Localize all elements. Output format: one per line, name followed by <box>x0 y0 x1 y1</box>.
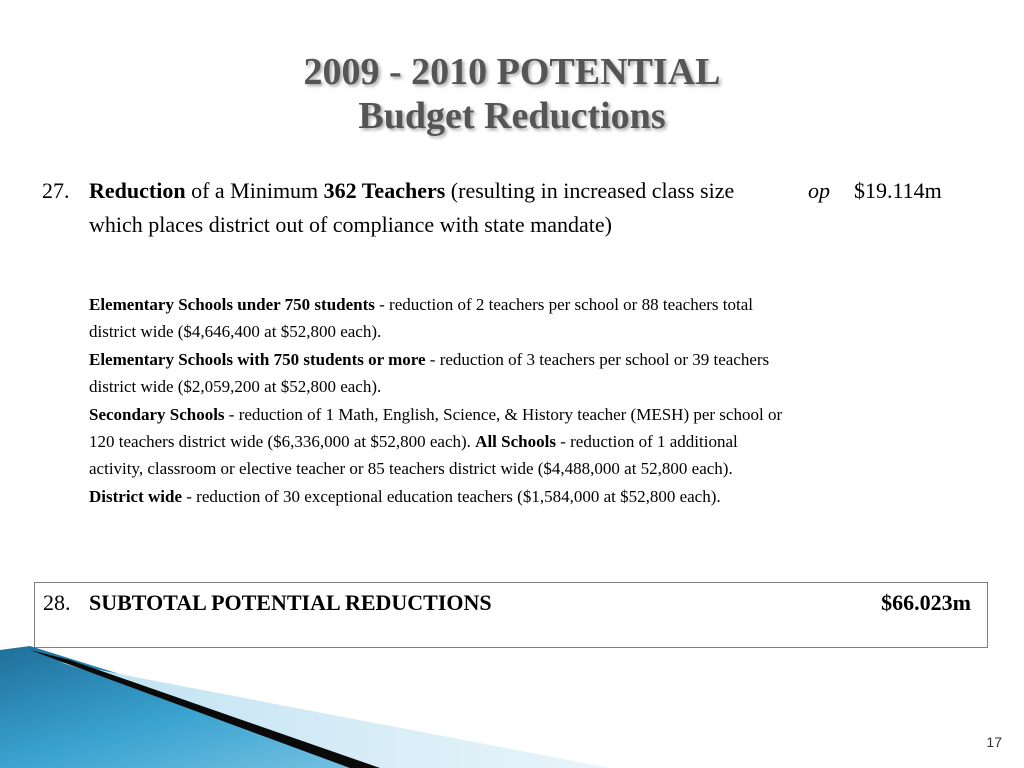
item-27-text-3: (resulting in increased class size which places district out of compliance with state mandate) <box>89 178 735 237</box>
page-number: 17 <box>986 734 1002 750</box>
subtotal-amount: $66.023m <box>881 590 971 615</box>
subtotal-label: SUBTOTAL POTENTIAL REDUCTIONS <box>89 590 492 615</box>
item-27-amount: $19.114m <box>854 178 942 203</box>
item-27-details <box>89 291 789 510</box>
detail-8: District wide <box>89 486 183 506</box>
detail-0: Elementary Schools under 750 students <box>89 295 375 314</box>
item-27-text-1: of a Minimum <box>185 178 324 203</box>
detail-7: - reduction of 1 additional activity, classroom or elective teacher or 85 teachers district wide ($4,488,000 at 52,800 each). <box>89 432 738 479</box>
decorative-swoosh <box>0 640 1024 768</box>
item-27-text-2: 362 Teachers <box>323 178 446 203</box>
detail-4: Secondary Schools <box>89 404 225 424</box>
detail-5: - reduction of 1 Math, English, Science, & History teacher (MESH) per school or 120 teachers district wide ($6,336,000 at $52,800 each). <box>89 404 783 452</box>
title-line-2: Budget Reductions <box>358 95 666 137</box>
item-27-number: 27. <box>42 178 70 203</box>
subtotal-box <box>34 582 988 648</box>
detail-3: - reduction of 3 teachers per school or 39 teachers district wide ($2,059,200 at $52,800 each). <box>89 349 770 397</box>
detail-6: All Schools <box>475 432 556 452</box>
detail-1: - reduction of 2 teachers per school or 88 teachers total district wide ($4,646,400 at $52,800 each). <box>89 295 753 342</box>
item-27-description <box>89 174 779 242</box>
detail-2: Elementary Schools with 750 students or more <box>89 349 426 369</box>
item-27-text-0: Reduction <box>89 178 186 203</box>
detail-9: - reduction of 30 exceptional education teachers ($1,584,000 at $52,800 each). <box>182 486 721 506</box>
slide-title <box>0 50 1024 138</box>
item-27-op-label: op <box>808 178 830 203</box>
item-28-number: 28. <box>43 590 71 615</box>
title-line-1: 2009 - 2010 POTENTIAL <box>303 51 721 93</box>
